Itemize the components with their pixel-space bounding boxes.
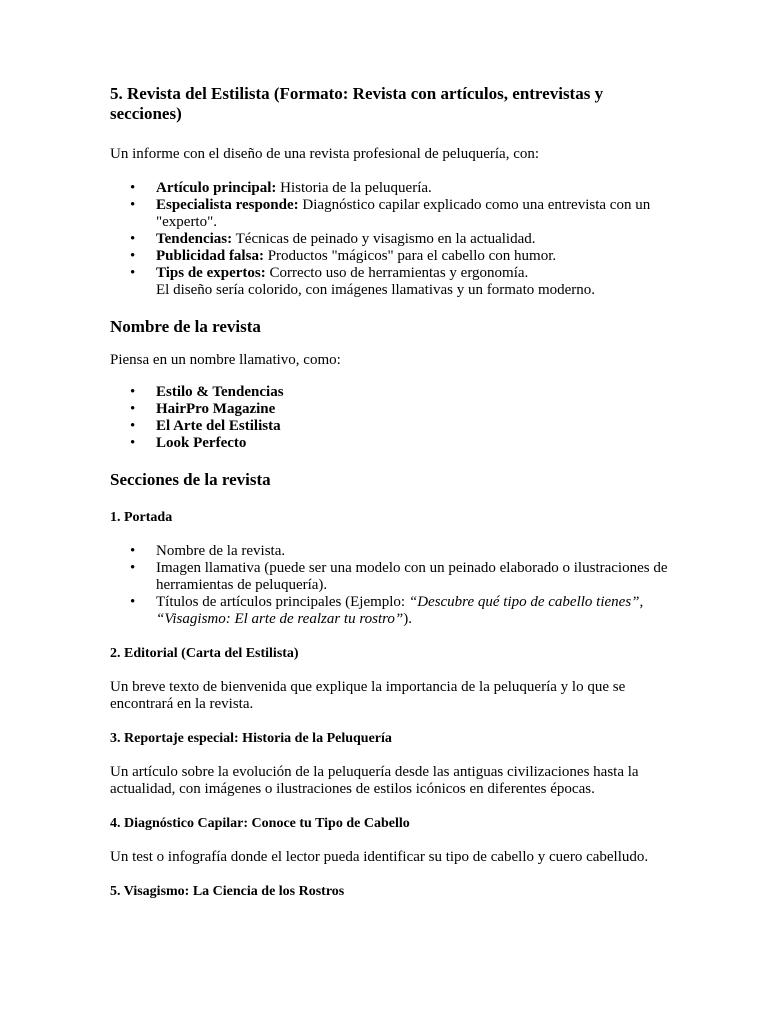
document-body [110, 84, 670, 900]
section-heading: Nombre de la revista [110, 317, 261, 336]
paragraph: Un artículo sobre la evolución de la peluquería desde las antiguas civilizaciones hasta la actualidad, con imágenes o ilustraciones de estilos icónicos en diferentes épocas. [110, 764, 639, 797]
design-note: El diseño sería colorido, con imágenes llamativas y un formato moderno. [156, 282, 596, 298]
cover-list [110, 543, 670, 628]
list-item: • Look Perfecto [130, 435, 247, 451]
paragraph: Un breve texto de bienvenida que explique la importancia de la peluquería y lo que se encontrará en la revista. [110, 679, 626, 712]
list-item: • Tips de expertos: Correcto uso de herramientas y ergonomía. El diseño sería colorido, con imágenes llamativas y un formato moderno. [130, 265, 596, 298]
paragraph: Piensa en un nombre llamativo, como: [110, 352, 341, 368]
list-item: • Especialista responde: Diagnóstico capilar explicado como una entrevista con un "experto". [130, 197, 651, 230]
intro-paragraph: Un informe con el diseño de una revista profesional de peluquería, con: [110, 146, 540, 162]
list-item: • Títulos de artículos principales (Ejemplo: “Descubre qué tipo de cabello tienes”, “Visagismo: El arte de realzar tu rostro”). [130, 594, 644, 627]
subsection-heading: 5. Visagismo: La Ciencia de los Rostros [110, 884, 345, 899]
subsection-heading: 4. Diagnóstico Capilar: Conoce tu Tipo de Cabello [110, 816, 410, 831]
list-item: • HairPro Magazine [130, 401, 276, 417]
section-heading: Secciones de la revista [110, 470, 271, 489]
list-item: • Estilo & Tendencias [130, 384, 284, 400]
list-item: • Imagen llamativa (puede ser una modelo con un peinado elaborado o ilustraciones de herramientas de peluquería). [130, 560, 668, 593]
subsection-heading: 1. Portada [110, 510, 173, 525]
features-list [110, 180, 670, 299]
subsection-heading: 3. Reportaje especial: Historia de la Peluquería [110, 731, 392, 746]
paragraph: Un test o infografía donde el lector pueda identificar su tipo de cabello y cuero cabelludo. [110, 849, 649, 865]
document-title: 5. Revista del Estilista (Formato: Revista con artículos, entrevistas y secciones) [110, 84, 604, 123]
list-item: • Publicidad falsa: Productos "mágicos" para el cabello con humor. [130, 248, 557, 264]
list-item: • Artículo principal: Historia de la peluquería. [130, 180, 432, 196]
list-item: • El Arte del Estilista [130, 418, 281, 434]
list-item: • Nombre de la revista. [130, 543, 286, 559]
list-item: • Tendencias: Técnicas de peinado y visagismo en la actualidad. [130, 231, 536, 247]
names-list [110, 384, 670, 452]
subsection-heading: 2. Editorial (Carta del Estilista) [110, 646, 299, 661]
